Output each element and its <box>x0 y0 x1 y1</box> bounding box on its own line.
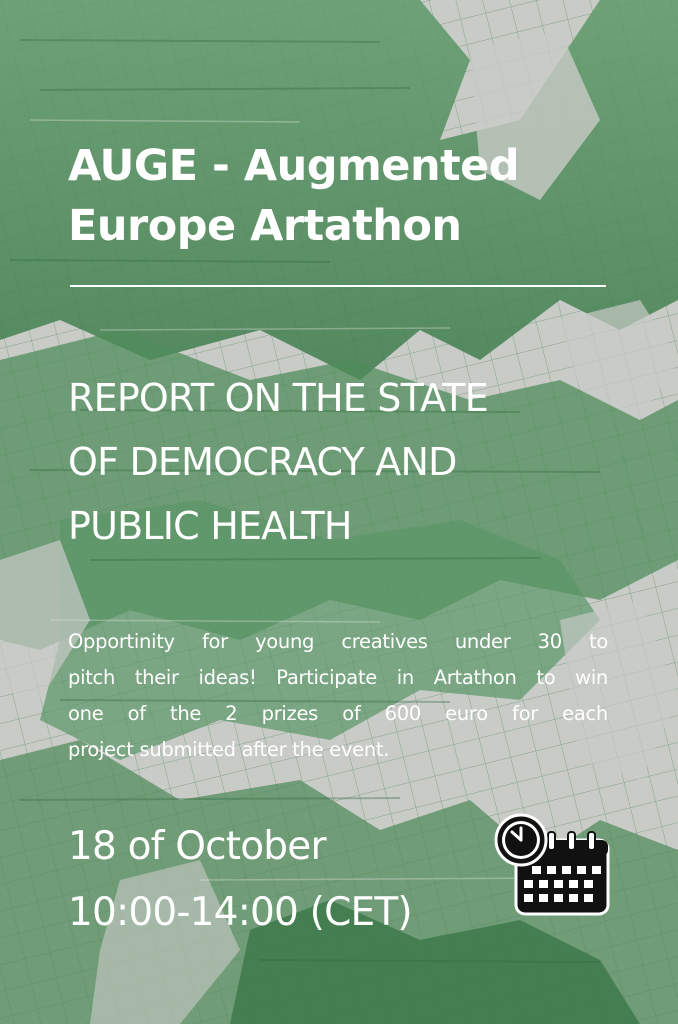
event-schedule <box>68 814 412 946</box>
description-line-3: one of the 2 prizes of 600 euro for each <box>68 702 608 725</box>
title-divider <box>70 285 606 287</box>
event-title-line-2: Europe Artathon <box>68 201 462 251</box>
event-date: 18 of October <box>68 824 326 869</box>
description-line-4: project submitted after the event. <box>68 738 390 761</box>
report-subtitle <box>68 366 648 558</box>
report-subtitle-line-3: PUBLIC HEALTH <box>68 504 352 548</box>
report-subtitle-line-2: OF DEMOCRACY AND <box>68 440 457 484</box>
event-time: 10:00-14:00 (CET) <box>68 890 412 935</box>
report-subtitle-line-1: REPORT ON THE STATE <box>68 376 488 420</box>
description-line-2: pitch their ideas! Participate in Artathon to win <box>68 666 608 689</box>
event-title <box>68 136 628 256</box>
description-line-1: Opportinity for young creatives under 30 to <box>68 630 608 653</box>
clock-calendar-icon <box>492 812 612 918</box>
event-description <box>68 624 608 768</box>
event-title-line-1: AUGE - Augmented <box>68 141 520 191</box>
